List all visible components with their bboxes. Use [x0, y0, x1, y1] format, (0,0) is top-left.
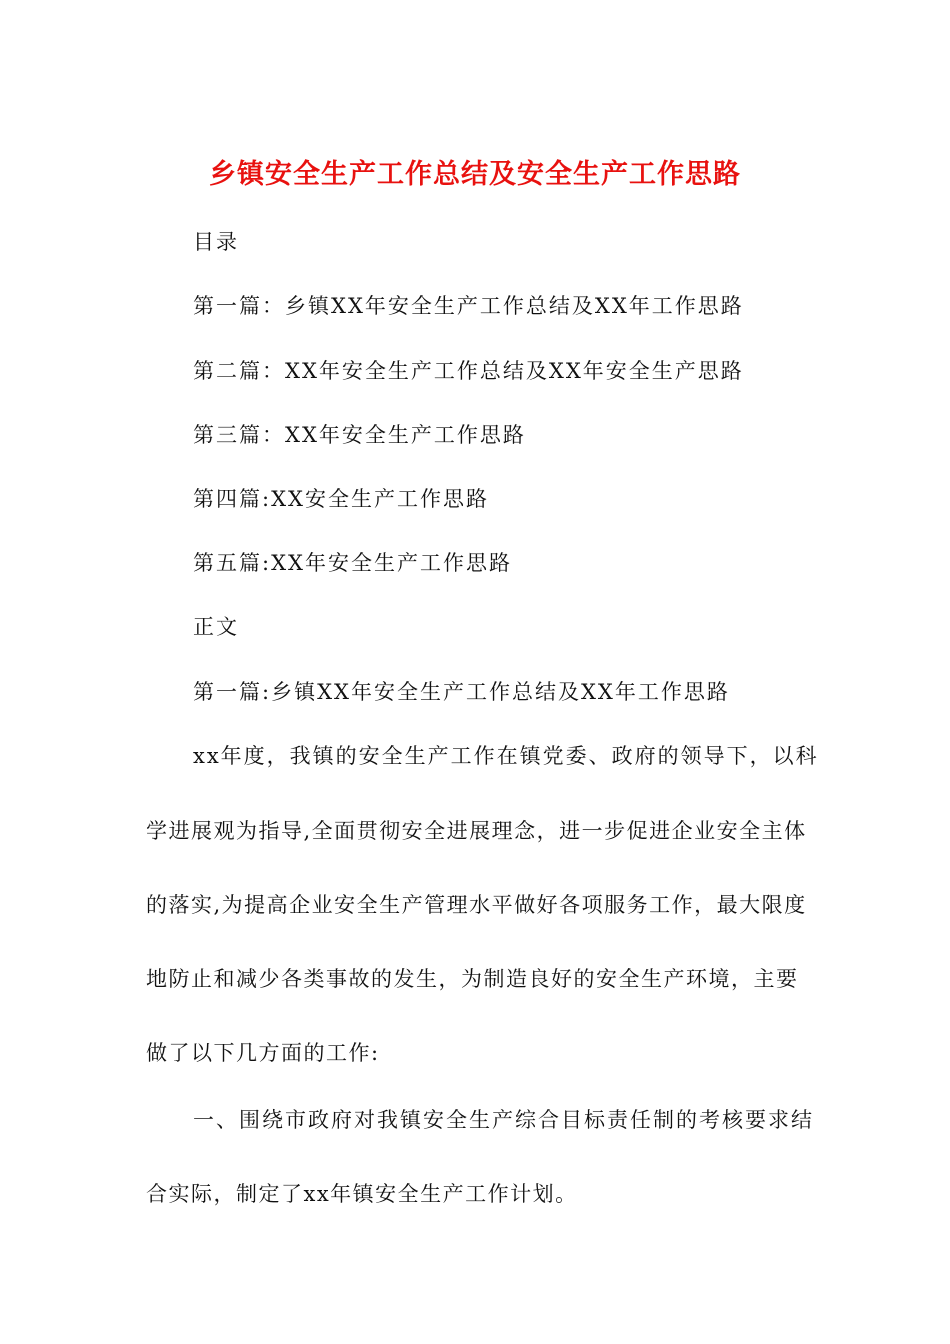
- paragraph-1-line-5: 做了以下几方面的工作:: [146, 1041, 380, 1065]
- section-heading: 第一篇:乡镇XX年安全生产工作总结及XX年工作思路: [193, 680, 730, 704]
- body-heading: 正文: [193, 615, 239, 639]
- paragraph-1-line-1: xx年度，我镇的安全生产工作在镇党委、政府的领导下，以科: [193, 744, 819, 768]
- toc-item-5: 第五篇:XX年安全生产工作思路: [193, 551, 512, 575]
- toc-heading: 目录: [193, 230, 239, 254]
- toc-item-4: 第四篇:XX安全生产工作思路: [193, 487, 489, 511]
- toc-item-3: 第三篇：XX年安全生产工作思路: [193, 423, 526, 447]
- paragraph-2-line-2: 合实际，制定了xx年镇安全生产工作计划。: [146, 1182, 578, 1206]
- paragraph-1-line-4: 地防止和减少各类事故的发生，为制造良好的安全生产环境，主要: [146, 967, 799, 991]
- document-title: 乡镇安全生产工作总结及安全生产工作思路: [209, 159, 741, 190]
- paragraph-1-line-3: 的落实,为提高企业安全生产管理水平做好各项服务工作，最大限度: [146, 893, 807, 917]
- paragraph-2-line-1: 一、围绕市政府对我镇安全生产综合目标责任制的考核要求结: [193, 1108, 814, 1132]
- paragraph-1-line-2: 学进展观为指导,全面贯彻安全进展理念，进一步促进企业安全主体: [146, 819, 807, 843]
- toc-item-1: 第一篇：乡镇XX年安全生产工作总结及XX年工作思路: [193, 294, 744, 318]
- toc-item-2: 第二篇：XX年安全生产工作总结及XX年安全生产思路: [193, 359, 744, 383]
